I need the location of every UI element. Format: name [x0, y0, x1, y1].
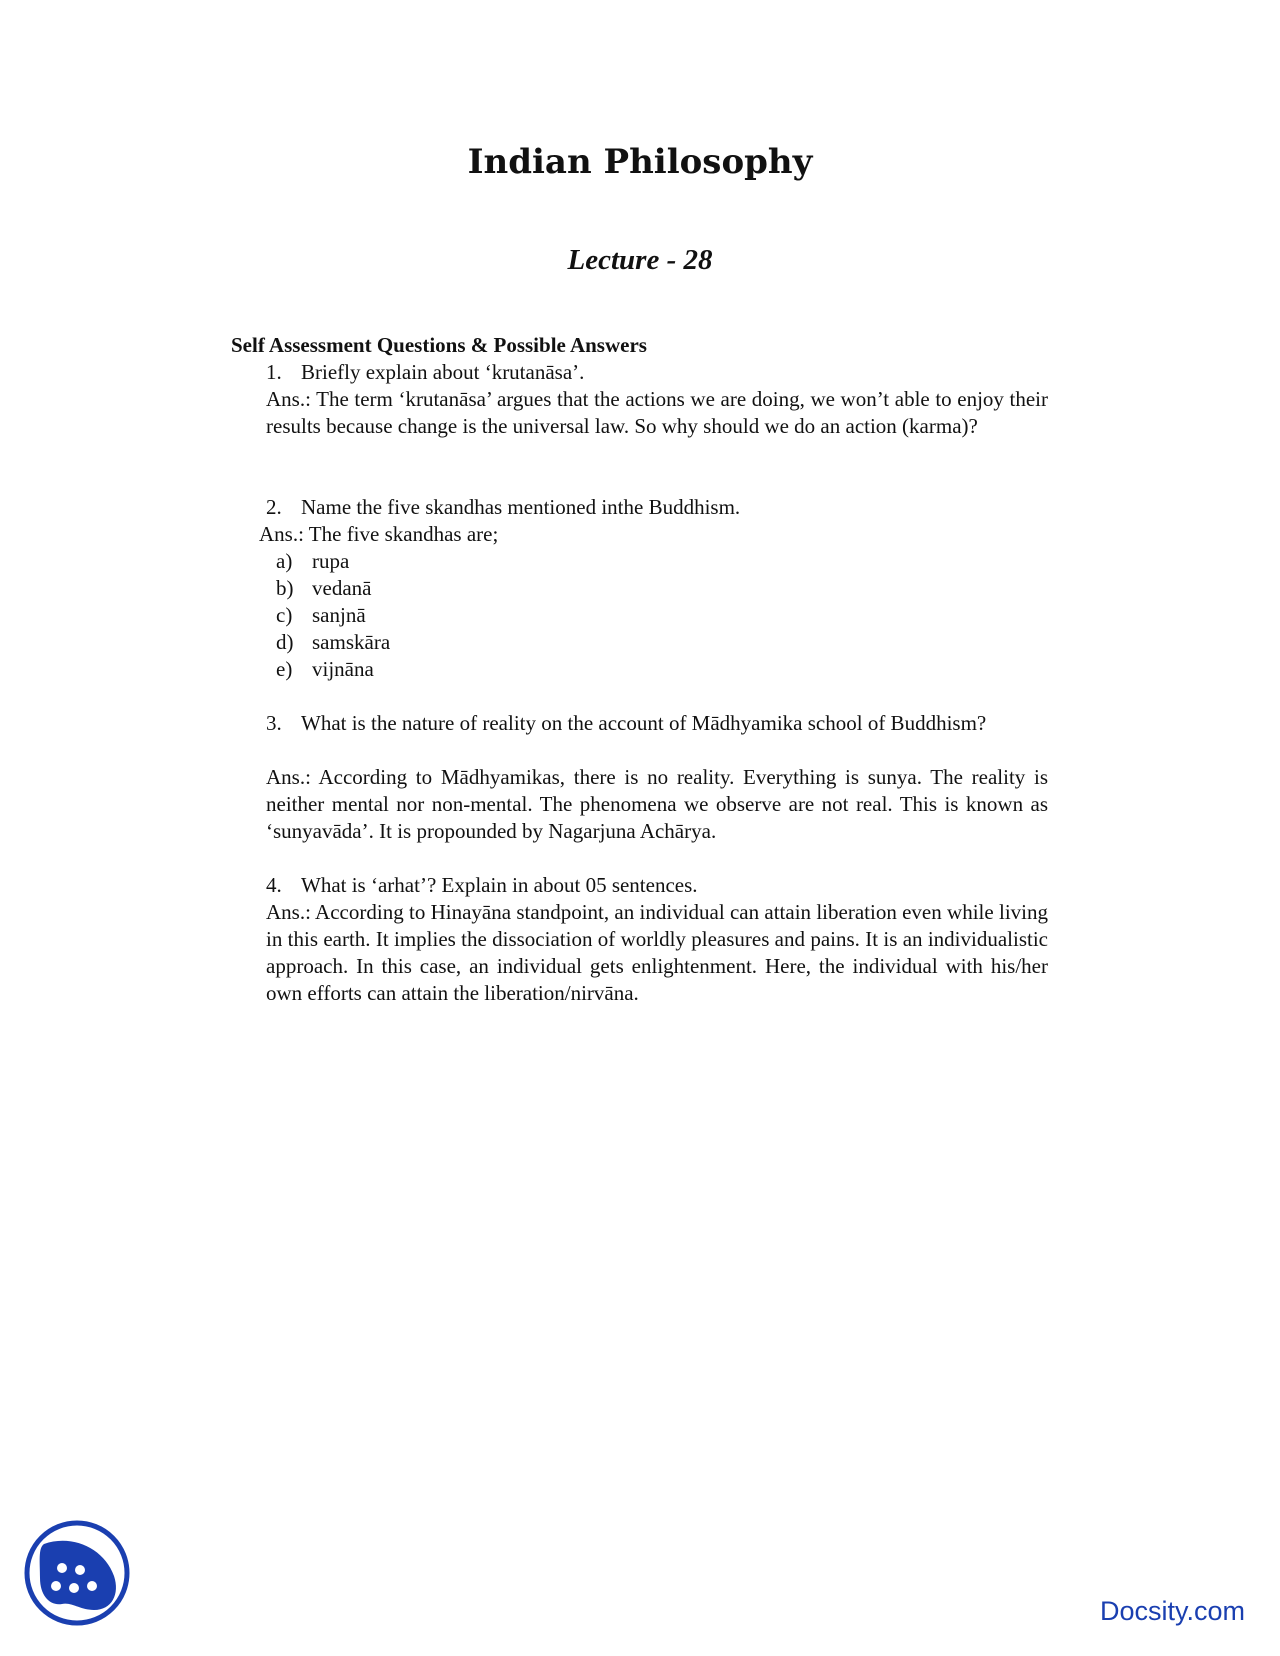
answer-2: Ans.: The five skandhas are; [259, 522, 499, 546]
list-item-label: a) [276, 549, 293, 573]
answer-4: Ans.: According to Hinayāna standpoint, an individual can attain liberation even while living in this earth. It implies the dissociation of worldly pleasures and pains. It is an individualistic approach. In this case, an individual gets enlightenment. Here, the individual with his/her own efforts can attain the liberation/nirvāna. [266, 900, 1048, 1005]
section-heading: Self Assessment Questions & Possible Answers [231, 333, 647, 357]
list-item [276, 548, 349, 575]
docsity-brand-text: Docsity.com [1100, 1596, 1246, 1626]
list-item [276, 602, 366, 629]
question-text: Briefly explain about ‘krutanāsa’. [301, 360, 585, 384]
answer-1: Ans.: The term ‘krutanāsa’ argues that the actions we are doing, we won’t able to enjoy their results because change is the universal law. So why should we do an action (karma)? [266, 387, 1048, 438]
docsity-logo-icon [22, 1518, 132, 1628]
list-item [276, 656, 374, 683]
list-item-text: vedanā [312, 576, 372, 600]
list-item [276, 575, 371, 602]
list-item [276, 629, 390, 656]
list-item-text: rupa [312, 549, 350, 573]
question-number: 4. [266, 873, 282, 897]
question-1 [266, 359, 584, 386]
lecture-number: Lecture - 28 [567, 244, 713, 276]
list-item-label: c) [276, 603, 293, 627]
list-item-text: samskāra [312, 630, 391, 654]
question-3 [266, 710, 1048, 737]
document-title: Indian Philosophy [467, 142, 813, 182]
list-item-text: vijnāna [312, 657, 374, 681]
question-number: 3. [266, 711, 282, 735]
list-item-label: b) [276, 576, 294, 600]
list-item-text: sanjnā [312, 603, 366, 627]
question-2 [266, 494, 740, 521]
question-text: What is the nature of reality on the account of Mādhyamika school of Buddhism? [301, 711, 987, 735]
question-text: Name the five skandhas mentioned inthe Buddhism. [301, 495, 741, 519]
question-4 [266, 872, 698, 899]
list-item-label: e) [276, 657, 293, 681]
question-number: 1. [266, 360, 282, 384]
answer-3: Ans.: According to Mādhyamikas, there is no reality. Everything is sunya. The reality is neither mental nor non-mental. The phenomena we observe are not real. This is known as ‘sunyavāda’. It is propounded by Nagarjuna Achārya. [266, 765, 1048, 843]
list-item-label: d) [276, 630, 294, 654]
question-number: 2. [266, 495, 282, 519]
question-text: What is ‘arhat’? Explain in about 05 sentences. [301, 873, 698, 897]
